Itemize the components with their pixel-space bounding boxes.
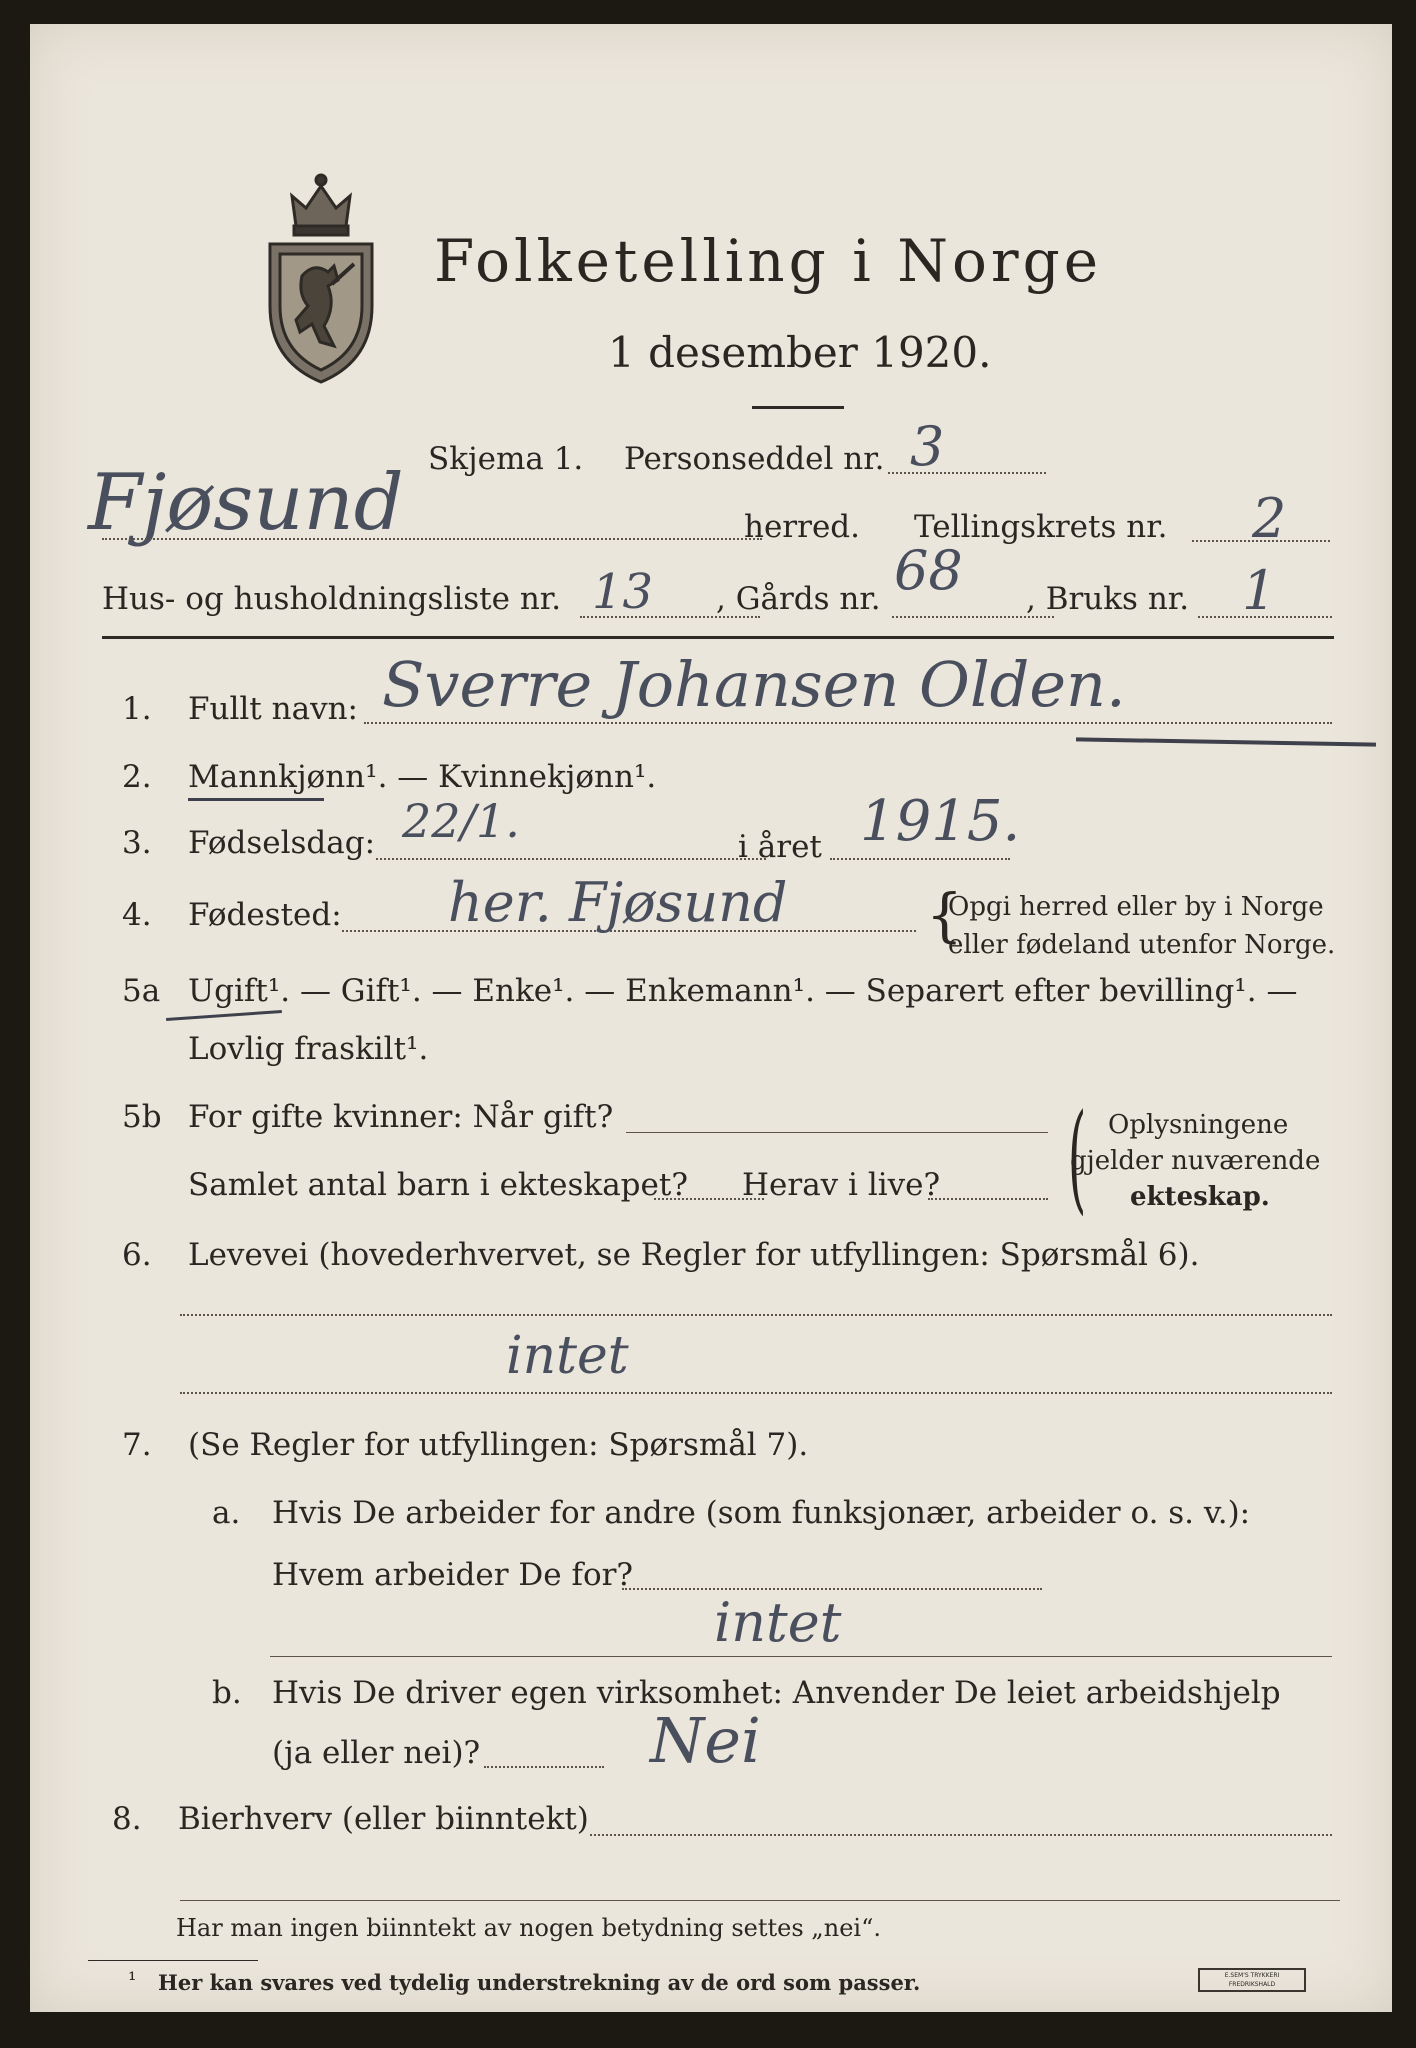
gards-value[interactable]: 68 [894,539,963,602]
personseddel-label: Personseddel nr. [624,441,885,477]
herred-value[interactable]: Fjøsund [88,458,404,548]
coat-of-arms-icon [262,156,380,386]
q7a-number: a. [212,1495,241,1531]
full-name-value[interactable]: Sverre Johansen Olden. [382,648,1126,721]
q5a-number: 5a [122,973,161,1009]
biinntekt-note: Har man ingen biinntekt av nogen betydning settes „nei“. [176,1914,881,1942]
bruks-value[interactable]: 1 [1242,559,1277,622]
q1-number: 1. [122,691,152,727]
q7a-line1: Hvis De arbeider for andre (som funksjonær, arbeider o. s. v.): [272,1495,1251,1531]
q7-number: 7. [122,1427,152,1463]
q4-number: 4. [122,897,152,933]
birthplace-value[interactable]: her. Fjøsund [448,871,788,934]
q7a-line2: Hvem arbeider De for? [272,1557,634,1593]
bruks-label: , Bruks nr. [1026,581,1190,617]
mannkjonn-underline-mark [188,798,324,801]
q3-year-label: i året [738,829,822,865]
q7b-number: b. [212,1675,242,1711]
q5b-brace: ( [1067,1088,1087,1226]
q4-brace: { [926,881,963,949]
footnote-rule [88,1960,258,1961]
q7-label: (Se Regler for utfyllingen: Spørsmål 7). [188,1427,809,1463]
tellingskrets-label: Tellingskrets nr. [914,509,1168,545]
q2-number: 2. [122,759,152,795]
header-rule [102,636,1334,639]
printer-stamp: E.SEM'S TRYKKERI FREDRIKSHALD [1198,1968,1306,1992]
hus-label: Hus- og husholdningsliste nr. [102,581,562,617]
gards-label: , Gårds nr. [716,581,881,617]
q5a-line2: Lovlig fraskilt¹. [188,1031,429,1067]
q4-label: Fødested: [188,897,342,933]
occupation-value[interactable]: intet [506,1326,629,1386]
q5b-label3: Herav i live? [742,1167,941,1203]
q7b-line1: Hvis De driver egen virksomhet: Anvender De leiet arbeidshjelp [272,1675,1281,1711]
tellingskrets-value[interactable]: 2 [1252,487,1287,550]
q5b-note2: gjelder nuværende [1070,1146,1321,1176]
q5b-note1: Oplysningene [1108,1110,1289,1140]
ugift-underline-mark [166,1010,282,1021]
q5b-label1: For gifte kvinner: Når gift? [188,1099,614,1135]
census-form [30,24,1392,2012]
q3-number: 3. [122,825,152,861]
q1-label: Fullt navn: [188,691,358,727]
birthdate-value[interactable]: 22/1. [402,794,520,848]
q5b-note3: ekteskap. [1130,1182,1270,1212]
herred-label: herred. [744,509,860,545]
q4-note-line2: eller fødeland utenfor Norge. [948,930,1336,960]
footnote-text: Her kan svares ved tydelig understrekning av de ord som passer. [158,1970,921,1995]
q8-label: Bierhverv (eller biinntekt) [178,1801,589,1837]
q8-number: 8. [112,1801,142,1837]
q5b-label2: Samlet antal barn i ekteskapet? [188,1167,688,1203]
form-title: Folketelling i Norge [434,227,1103,295]
q2-label: Mannkjønn¹. — Kvinnekjønn¹. [188,759,657,795]
q5a-line1: Ugift¹. — Gift¹. — Enke¹. — Enkemann¹. — Separert efter bevilling¹. — [188,973,1298,1009]
q4-note-line1: Opgi herred eller by i Norge [948,892,1324,922]
q3-label: Fødselsdag: [188,825,376,861]
footnote-mark: ¹ [128,1968,137,1992]
q7b-line2: (ja eller nei)? [272,1735,481,1771]
census-date: 1 desember 1920. [608,328,992,377]
q6-number: 6. [122,1237,152,1273]
personseddel-value[interactable]: 3 [910,415,945,478]
q6-label: Levevei (hovederhvervet, se Regler for utfyllingen: Spørsmål 6). [188,1237,1200,1273]
schema-label: Skjema 1. [428,441,584,477]
title-divider [752,406,844,409]
name-underline-mark [1076,737,1376,746]
birth-year-value[interactable]: 1915. [860,789,1021,854]
hired-help-value[interactable]: Nei [650,1704,761,1777]
employer-value[interactable]: intet [714,1591,842,1654]
q5b-number: 5b [122,1099,162,1135]
hus-value[interactable]: 13 [592,564,654,620]
